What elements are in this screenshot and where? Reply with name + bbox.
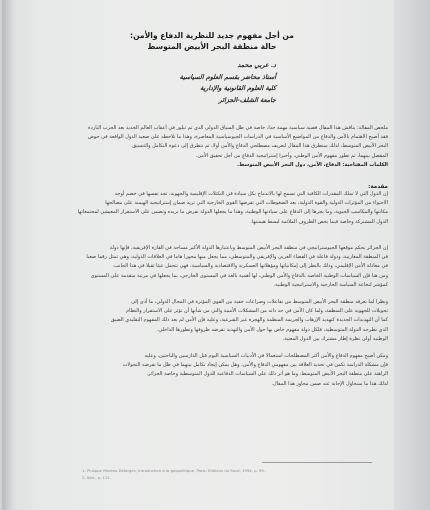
abstract-line: فقد أصبح الاهتمام بالأمن والدفاع من المواضيع الأساسية في الدراسات الجيوسياسية المعاصرة، وهذا ما نلاحظه على صعيد الدول الواقعة في حوض <box>87 134 388 141</box>
author-faculty: كلية العلوم القانونية والإدارية <box>200 84 276 92</box>
body-line: ومن هنا فإن السياسات الوطنية الخاصة بالدفاع والأمن الوطني، لها أهمية بالغة في المستوى الخارجي، بما يجعلها في مرتبة متقدمة على المستوى <box>90 272 388 279</box>
intro-line: إن الدول التي لا تملك المقدرات الكافية التي تسمح لها بالاندماج بكل سيادة في التكتلات الإقليمية والجهوية، تجد نفسها في خضم أوجه <box>114 191 388 197</box>
body-line: الراهنة على منطقة البحر الأبيض المتوسط، وما هو أثر ذلك على السياسات الدفاعية للدول المتوسطية وخاصة الجزائر. <box>146 371 388 378</box>
footnotes <box>82 468 382 481</box>
document-page <box>2 0 394 510</box>
footnote-item: 1- Philippe Moreau Defarges, Introduction a la geopolitique, Paris: Editions du Seuil, 1994, p. 99. <box>82 468 265 473</box>
body-paragraph-1 <box>36 244 388 290</box>
intro-line: الاحتواء من المؤثرات الدولية والقوة الدولية، بعد الضغوطات التي تفرضها القوى الخارجية التي تريد ضمان إستراتيجية الهيمنة على مصالحها <box>105 200 388 207</box>
body-line: كما أن التهديدات الجديدة كتهديد الإرهاب والجريمة المنظمة والهجرة غير الشرعية، وعليه فإن الأمن لم يعد ذلك المفهوم التقليدي الضيق <box>110 317 388 324</box>
author-position: أستاذ محاضر بقسم العلوم السياسية <box>179 72 276 81</box>
body-line: كمؤشر لنجاعة السياسة الخارجية والاستراتيجية الوطنية. <box>273 281 388 288</box>
body-line: تحويلات للجهوية على المنطقة، ولما كان الأمن في حد ذاته من المشكلات الأمنية والتي من شأنها أن تؤثر على الاستقرار والنظام <box>126 308 388 315</box>
author-university: جامعة الشلف-الجزائر <box>218 95 276 104</box>
title-line-1: من أجل مفهوم جديد للنظرية الدفاع والأمن: <box>130 31 294 40</box>
intro-line: مكانتها والمكاسب الحيوية، وما يجرها إلى الدفاع على سيادتها الوطنية، وهذا ما يجعلها الدولة تفرض ما تريده وتضمن على الاستقرار المعيشي لمجتمعاتها <box>77 209 388 216</box>
article-title <box>122 30 302 52</box>
abstract-line: البحر الأبيض المتوسط، لذلك سنطرق هذا المقال لتعريف مصطلحي الدفاع والأمن أولا، ثم نتطرق إلى دعوة التكامل والتنسيق <box>132 143 388 150</box>
body-line: في معادلة الأمن الإقليمي، وذلك بالنظر إلى إمكانياتها ومؤهلاتها العسكرية والاقتصادية والسياسية، فهي تتحمل عبئا ثقيلا في هذا الجانب. <box>112 263 388 270</box>
abstract <box>36 124 388 170</box>
author-name: د. عربي محمد <box>237 61 276 69</box>
introduction <box>36 184 388 227</box>
body-line: إن الجزائر بحكم موقعها الجيوستراتيجي في منطقة البحر الأبيض المتوسط وباعتبارها الدولة الأكبر مساحة في القارة الإفريقية، فإنها دولة <box>109 245 388 251</box>
abstract-line: ملخص المقالة: يناقش هذا المقال قضية سياسية مهمة جدا، خاصة في ظل السياق الدولي الذي ثم تبلور في أعقاب العالم الجديد بعد الحرب الباردة <box>87 125 388 131</box>
body-line: لذلك هذا ما سنحاول الإجابة عنه ضمن محاور هذا المقال. <box>271 380 388 387</box>
body-line: الوطنية أولى نظرة إطار مشترك بين الدول المعنية. <box>282 335 388 342</box>
keywords: الكلمات المفتاحية: الدفاع، الأمن، دول البحر الأبيض المتوسط. <box>237 161 388 168</box>
body-paragraph-3 <box>36 352 388 389</box>
page-binding-shadow <box>2 0 14 510</box>
intro-heading: مقدمة: <box>368 184 388 190</box>
body-line: فإن مشكلة الدراسة تكمن في تحديد العلاقة بين مفهومي الدفاع والأمن، وهل يمكن إيجاد تكامل بينهما في ظل ما تفرضه التحولات <box>122 362 388 369</box>
scan-background-edge <box>394 0 430 510</box>
body-line: ومكن أصبح مفهوم الدفاع والأمن أكثر المصطلحات استعمالا في الأدبيات السياسية اليوم قبل الدارسين والباحثين، وعليه <box>144 353 388 359</box>
abstract-line: المفصل بينهما، ثم تطور مفهوم الأمن الوطني، وأخيرا إستراتيجية الدفاع من أجل تحقيق الأمن. <box>195 152 388 159</box>
footnote-item: 2- Ibid., p. 112. <box>82 474 111 480</box>
footnote-divider <box>262 462 372 463</box>
body-line: في المنطقة المغاربية، ودولة فاعلة في الفضاء العربي والإفريقي والمتوسطي، مما يجعل منها محورا هاما في العلاقات الدولية، وهي تمثل رقما صعبا <box>86 254 388 261</box>
body-paragraph-2 <box>36 298 388 344</box>
intro-line: الدول المشتركة وخاصة فيما يخص الظروف الملائمة لبسط هيمنتها. <box>250 218 388 225</box>
author-block <box>156 60 276 106</box>
body-line: الذي تطرحه الدولة المتوسطية، فلكل دولة مفهوم خاص بها حول الأمن والتهديد تفرضه ظروفها وتطورها الداخلي. <box>156 326 388 333</box>
title-line-2: حالة منطقة البحر الأبيض المتوسط <box>147 42 277 51</box>
body-line: ونظرا لما تعرفه منطقة البحر الأبيض المتوسط من تفاعلات وصراعات خفية بين القوى المؤثرة في المجال الدولي، ما أدى إلى <box>131 299 388 305</box>
